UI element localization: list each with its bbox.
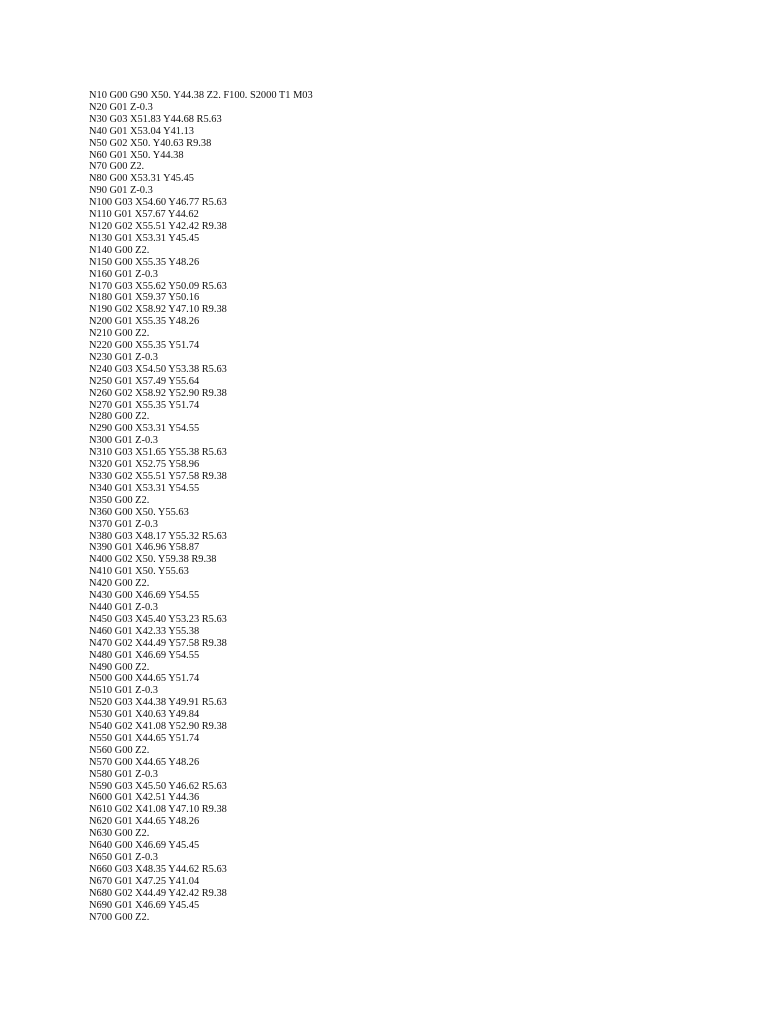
gcode-line: N520 G03 X44.38 Y49.91 R5.63 bbox=[89, 697, 227, 709]
gcode-line: N40 G01 X53.04 Y41.13 bbox=[89, 125, 194, 137]
gcode-line: N560 G00 Z2. bbox=[89, 744, 150, 756]
gcode-line: N120 G02 X55.51 Y42.42 R9.38 bbox=[89, 220, 227, 232]
gcode-line: N620 G01 X44.65 Y48.26 bbox=[89, 816, 200, 828]
gcode-line: N410 G01 X50. Y55.63 bbox=[89, 566, 189, 578]
gcode-line: N700 G00 Z2. bbox=[89, 911, 150, 923]
gcode-line: N170 G03 X55.62 Y50.09 R5.63 bbox=[89, 280, 227, 292]
gcode-line: N440 G01 Z-0.3 bbox=[89, 601, 158, 613]
gcode-line: N610 G02 X41.08 Y47.10 R9.38 bbox=[89, 804, 227, 816]
gcode-line: N220 G00 X55.35 Y51.74 bbox=[89, 340, 200, 352]
gcode-line: N640 G00 X46.69 Y45.45 bbox=[89, 840, 200, 852]
gcode-line: N230 G01 Z-0.3 bbox=[89, 351, 158, 363]
gcode-line: N670 G01 X47.25 Y41.04 bbox=[89, 875, 200, 887]
gcode-line: N470 G02 X44.49 Y57.58 R9.38 bbox=[89, 637, 227, 649]
gcode-line: N300 G01 Z-0.3 bbox=[89, 435, 158, 447]
gcode-line: N590 G03 X45.50 Y46.62 R5.63 bbox=[89, 780, 227, 792]
gcode-line: N50 G02 X50. Y40.63 R9.38 bbox=[89, 137, 212, 149]
gcode-line: N180 G01 X59.37 Y50.16 bbox=[89, 292, 200, 304]
gcode-line: N630 G00 Z2. bbox=[89, 828, 150, 840]
gcode-line: N20 G01 Z-0.3 bbox=[89, 101, 153, 113]
gcode-line: N330 G02 X55.51 Y57.58 R9.38 bbox=[89, 471, 227, 482]
gcode-line: N280 G00 Z2. bbox=[89, 411, 150, 423]
gcode-line: N270 G01 X55.35 Y51.74 bbox=[89, 399, 200, 411]
gcode-line: N340 G01 X53.31 Y54.55 bbox=[89, 482, 200, 494]
gcode-line: N500 G00 X44.65 Y51.74 bbox=[89, 673, 200, 685]
gcode-line: N600 G01 X42.51 Y44.36 bbox=[89, 792, 200, 804]
gcode-line: N130 G01 X53.31 Y45.45 bbox=[89, 232, 200, 244]
gcode-line: N160 G01 Z-0.3 bbox=[89, 268, 158, 280]
gcode-line: N90 G01 Z-0.3 bbox=[89, 185, 153, 197]
gcode-line: N360 G00 X50. Y55.63 bbox=[89, 506, 189, 518]
gcode-line: N290 G00 X53.31 Y54.55 bbox=[89, 423, 200, 435]
gcode-line: N150 G00 X55.35 Y48.26 bbox=[89, 256, 200, 268]
gcode-line: N390 G01 X46.96 Y58.87 bbox=[89, 542, 200, 554]
gcode-line: N370 G01 Z-0.3 bbox=[89, 518, 158, 530]
gcode-line: N380 G03 X48.17 Y55.32 R5.63 bbox=[89, 530, 227, 542]
gcode-line: N660 G03 X48.35 Y44.62 R5.63 bbox=[89, 863, 227, 875]
gcode-line: N110 G01 X57.67 Y44.62 bbox=[89, 209, 199, 221]
gcode-line: N540 G02 X41.08 Y52.90 R9.38 bbox=[89, 721, 227, 733]
gcode-line: N680 G02 X44.49 Y42.42 R9.38 bbox=[89, 887, 227, 899]
gcode-line: N460 G01 X42.33 Y55.38 bbox=[89, 625, 200, 637]
gcode-line: N570 G00 X44.65 Y48.26 bbox=[89, 756, 200, 768]
gcode-line: N690 G01 X46.69 Y45.45 bbox=[89, 899, 200, 911]
gcode-line: N530 G01 X40.63 Y49.84 bbox=[89, 709, 200, 721]
gcode-line: N60 G01 X50. Y44.38 bbox=[89, 149, 184, 161]
gcode-line: N480 G01 X46.69 Y54.55 bbox=[89, 649, 200, 661]
gcode-line: N10 G00 G90 X50. Y44.38 Z2. F100. S2000 T1 M03 bbox=[89, 90, 313, 101]
gcode-line: N510 G01 Z-0.3 bbox=[89, 685, 158, 697]
gcode-listing bbox=[89, 90, 313, 923]
gcode-line: N320 G01 X52.75 Y58.96 bbox=[89, 459, 200, 471]
gcode-line: N310 G03 X51.65 Y55.38 R5.63 bbox=[89, 447, 227, 459]
gcode-line: N350 G00 Z2. bbox=[89, 494, 150, 506]
gcode-line: N550 G01 X44.65 Y51.74 bbox=[89, 732, 200, 744]
gcode-line: N420 G00 Z2. bbox=[89, 578, 150, 590]
gcode-line: N260 G02 X58.92 Y52.90 R9.38 bbox=[89, 387, 227, 399]
gcode-line: N30 G03 X51.83 Y44.68 R5.63 bbox=[89, 113, 222, 125]
gcode-line: N400 G02 X50. Y59.38 R9.38 bbox=[89, 554, 217, 566]
gcode-line: N140 G00 Z2. bbox=[89, 244, 150, 256]
gcode-line: N240 G03 X54.50 Y53.38 R5.63 bbox=[89, 363, 227, 375]
gcode-line: N250 G01 X57.49 Y55.64 bbox=[89, 375, 200, 387]
gcode-line: N430 G00 X46.69 Y54.55 bbox=[89, 590, 200, 602]
gcode-line: N200 G01 X55.35 Y48.26 bbox=[89, 316, 200, 328]
gcode-line: N650 G01 Z-0.3 bbox=[89, 852, 158, 863]
gcode-line: N210 G00 Z2. bbox=[89, 328, 150, 340]
gcode-line: N490 G00 Z2. bbox=[89, 661, 150, 673]
gcode-line: N100 G03 X54.60 Y46.77 R5.63 bbox=[89, 197, 227, 209]
gcode-line: N80 G00 X53.31 Y45.45 bbox=[89, 173, 194, 185]
gcode-line: N70 G00 Z2. bbox=[89, 161, 145, 173]
gcode-line: N190 G02 X58.92 Y47.10 R9.38 bbox=[89, 304, 227, 316]
gcode-line: N450 G03 X45.40 Y53.23 R5.63 bbox=[89, 613, 227, 625]
gcode-line: N580 G01 Z-0.3 bbox=[89, 768, 158, 780]
